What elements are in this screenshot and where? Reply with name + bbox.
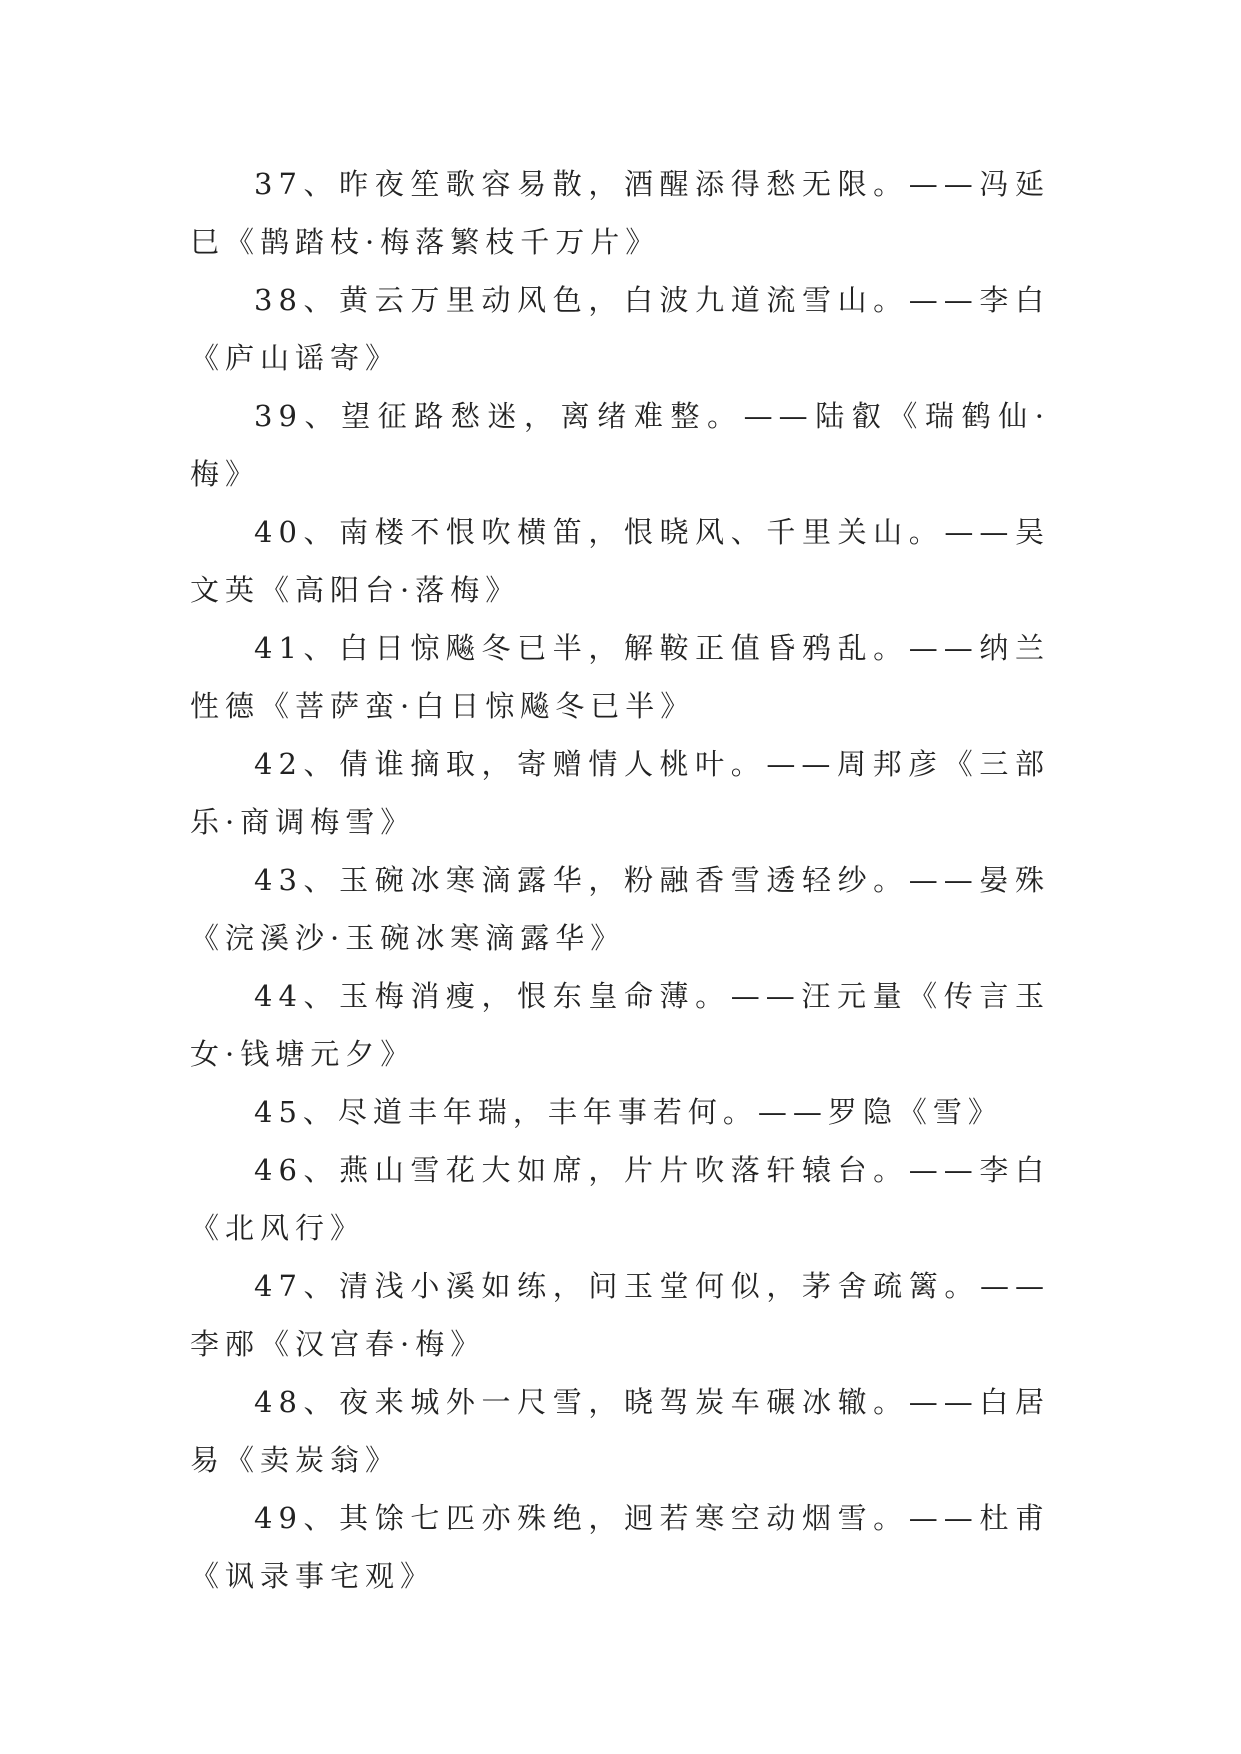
quote-entry-45: 45、尽道丰年瑞，丰年事若何。——罗隐《雪》 xyxy=(254,1095,1003,1129)
quote-entry-39: 39、望征路愁迷，离绪难整。——陆叡《瑞鹤仙·梅》 xyxy=(190,399,1050,491)
poem-quote-list xyxy=(190,155,1050,1605)
quote-entry-38: 38、黄云万里动风色，白波九道流雪山。——李白《庐山谣寄》 xyxy=(190,283,1050,375)
quote-entry-44: 44、玉梅消瘦，恨东皇命薄。——汪元量《传言玉女·钱塘元夕》 xyxy=(190,979,1050,1071)
quote-entry-42: 42、倩谁摘取，寄赠情人桃叶。——周邦彦《三部乐·商调梅雪》 xyxy=(190,747,1050,839)
quote-entry-40: 40、南楼不恨吹横笛，恨晓风、千里关山。——吴文英《高阳台·落梅》 xyxy=(190,515,1050,607)
quote-entry-48: 48、夜来城外一尺雪，晓驾炭车碾冰辙。——白居易《卖炭翁》 xyxy=(190,1385,1050,1477)
quote-entry-41: 41、白日惊飚冬已半，解鞍正值昏鸦乱。——纳兰性德《菩萨蛮·白日惊飚冬已半》 xyxy=(190,631,1050,723)
quote-entry-37: 37、昨夜笙歌容易散，酒醒添得愁无限。——冯延巳《鹊踏枝·梅落繁枝千万片》 xyxy=(190,167,1050,259)
quote-entry-43: 43、玉碗冰寒滴露华，粉融香雪透轻纱。——晏殊《浣溪沙·玉碗冰寒滴露华》 xyxy=(190,863,1050,955)
quote-entry-49: 49、其馀七匹亦殊绝，迥若寒空动烟雪。——杜甫《讽录事宅观》 xyxy=(190,1501,1050,1593)
quote-entry-46: 46、燕山雪花大如席，片片吹落轩辕台。——李白《北风行》 xyxy=(190,1153,1050,1245)
quote-entry-47: 47、清浅小溪如练，问玉堂何似，茅舍疏篱。——李邴《汉宫春·梅》 xyxy=(190,1269,1050,1361)
